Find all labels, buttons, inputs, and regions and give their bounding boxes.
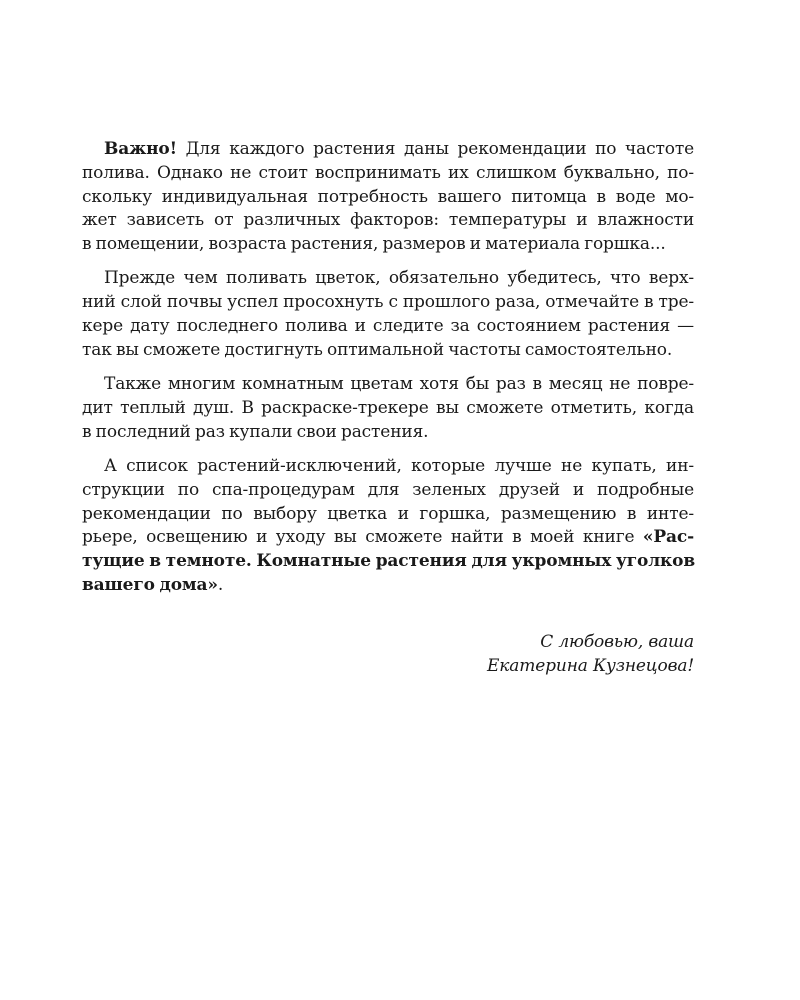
text-line: жет зависеть от различных факторов: температуры и влажности — [82, 210, 694, 231]
text-line — [82, 138, 694, 162]
text-run: рьере, освещению и уходу вы сможете найти в моей книге — [82, 527, 643, 548]
paragraph-watering-note — [82, 138, 694, 257]
text-line: струкции по спа-процедурам для зеленых друзей и подробные — [82, 479, 694, 500]
text-line: Прежде чем поливать цветок, обязательно убедитесь, что верх- — [104, 268, 694, 289]
page-body — [82, 138, 694, 598]
book-title-start: «Рас- — [642, 527, 694, 548]
text-line: ний слой почвы успел просохнуть с прошлого раза, отмечайте в тре- — [82, 292, 694, 313]
paragraph-soil-check — [82, 267, 694, 362]
text-line: дит теплый душ. В раскраске-трекере вы сможете отметить, когда — [82, 397, 694, 418]
text-line: А список растений-исключений, которые лучше не купать, ин- — [104, 456, 694, 477]
text-line — [82, 574, 694, 598]
signature-line-1: С любовью, ваша — [540, 632, 694, 652]
text-line: рекомендации по выбору цветка и горшка, размещению в инте- — [82, 503, 694, 524]
signature-line-2: Екатерина Кузнецова! — [487, 655, 694, 676]
text-line: кере дату последнего полива и следите за состоянием растения — — [82, 316, 694, 337]
text-line: Также многим комнатным цветам хотя бы раз в месяц не повре- — [104, 374, 694, 395]
signature — [82, 631, 694, 679]
text-line: в последний раз купали свои растения. — [82, 421, 429, 442]
text-line: так вы сможете достигнуть оптимальной частоты самостоятельно. — [82, 339, 673, 360]
book-title-line: тущие в темноте. Комнатные растения для укромных уголков — [82, 551, 696, 572]
text-run: Для каждого растения даны рекомендации по частоте — [176, 139, 694, 159]
paragraph-shower — [82, 373, 694, 444]
text-line: скольку индивидуальная потребность вашего питомца в воде мо- — [82, 186, 694, 207]
text-line: полива. Однако не стоит воспринимать их слишком буквально, по- — [82, 162, 694, 183]
book-title-end: вашего дома» — [82, 575, 218, 596]
paragraph-book-reference — [82, 455, 694, 598]
text-line: в помещении, возраста растения, размеров и материала горшка... — [82, 234, 666, 255]
text-run: . — [217, 575, 224, 596]
text-line — [82, 526, 694, 550]
important-label: Важно! — [104, 139, 177, 159]
